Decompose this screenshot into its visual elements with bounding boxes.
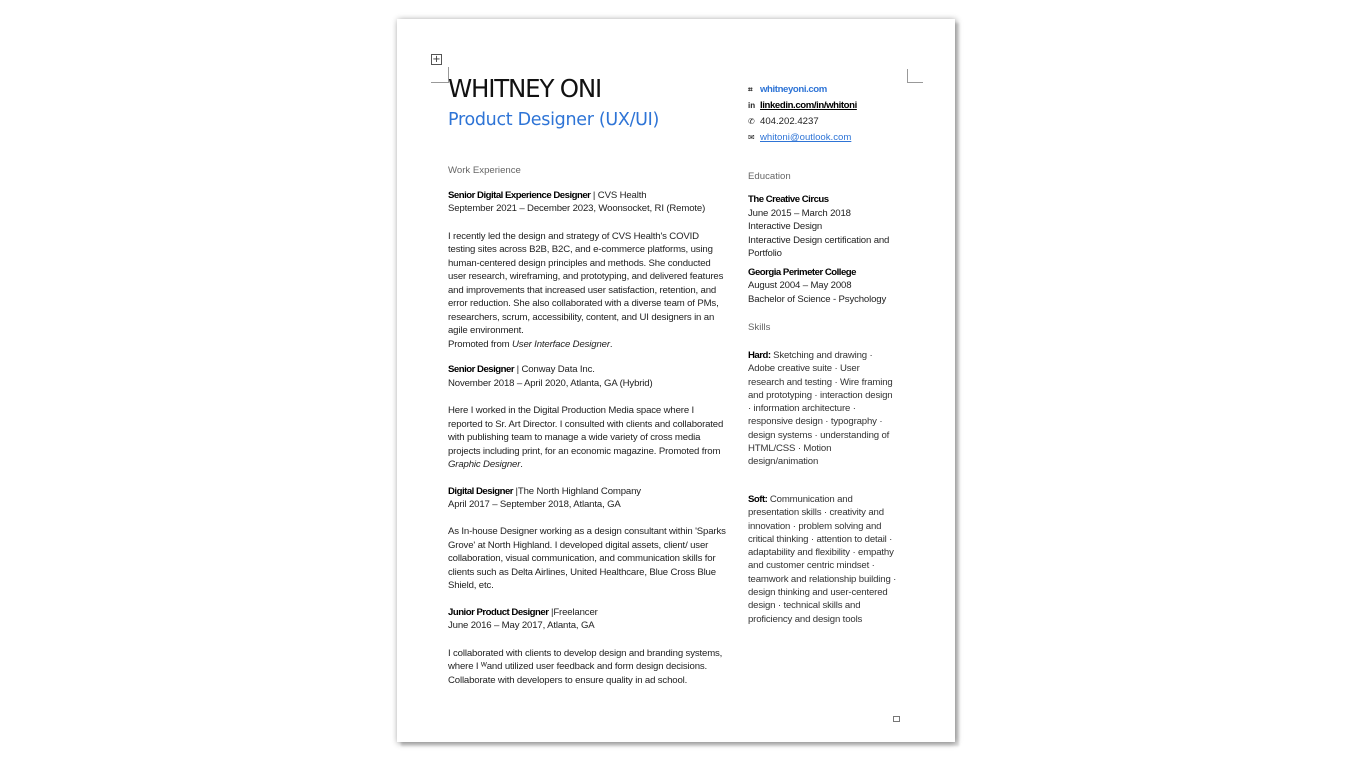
soft-skills-text: Communication and presentation skills · creativity and innovation · problem solving and critical thinking · attention to detail · adaptability and flexibility · empathy and customer centric mindset · teamwork and relationship building · design thinking and user-centered design · technical skills and proficiency and design tools: [748, 494, 897, 625]
education-entry: [748, 266, 898, 307]
job-company: Freelancer: [553, 606, 598, 618]
job-description: [448, 230, 728, 352]
job-company: Conway Data Inc.: [521, 364, 595, 376]
end-of-cell-mark: [893, 716, 900, 722]
document-page: [397, 19, 955, 742]
job-title-line: [448, 363, 728, 376]
resume-title: Product Designer (UX/UI): [448, 110, 660, 130]
job-promo-prefix: Promoted from: [448, 338, 513, 350]
school-line: Interactive Design: [748, 221, 823, 232]
job-description-text: Here I worked in the Digital Production Media space where I reported to Sr. Art Director. I consulted with clients and collaborated with publishing team to manage a wide variety of cross media projects including print, for an economic magazine. Promoted from: [448, 405, 724, 457]
soft-skills: [748, 493, 898, 626]
job-title-line: [448, 189, 728, 202]
job-description: As In-house Designer working as a design consultant within 'Sparks Grove' at North Highland. I developed digital assets, client/ user collaboration, visual communication, and communication skills for clients such as Delta Airlines, United Healthcare, Blue Cross Blue Shield, etc.: [448, 526, 726, 592]
phone-number: 404.202.4237: [760, 116, 819, 127]
phone-icon: ✆: [748, 117, 755, 126]
education-heading: Education: [748, 171, 791, 182]
job-title-line: [448, 485, 728, 498]
contact-email-row: [748, 130, 898, 146]
job-description: I collaborated with clients to develop design and branding systems, where I ᵂand utilized user feedback and form design decisions. Collaborate with developers to ensure quality in ad school.: [448, 647, 723, 686]
resume-name: WHITNEY ONI: [448, 74, 602, 103]
hard-skills-label: Hard:: [748, 350, 771, 361]
linkedin-icon: in: [748, 101, 756, 110]
job-dates: November 2018 – April 2020, Atlanta, GA (Hybrid): [448, 377, 653, 389]
job-description: [448, 404, 728, 472]
job-company: The North Highland Company: [517, 485, 641, 497]
envelope-icon: ✉: [748, 133, 755, 142]
left-column: [448, 74, 728, 687]
table-move-handle-icon[interactable]: +: [432, 54, 441, 65]
job-separator: |: [513, 485, 518, 497]
school-line: August 2004 – May 2008: [748, 280, 852, 291]
globe-icon: ⌗: [748, 85, 753, 94]
job-title: Senior Digital Experience Designer: [448, 190, 591, 201]
linkedin-link[interactable]: linkedin.com/in/whitoni: [760, 100, 857, 111]
hard-skills-text: Sketching and drawing · Adobe creative suite · User research and testing · Wire framing and prototyping · interaction design · information architecture · responsive design · typography · design systems · understanding of HTML/CSS · Motion design/animation: [748, 350, 893, 468]
soft-skills-label: Soft:: [748, 494, 768, 505]
job-title: Digital Designer: [448, 485, 514, 497]
contact-linkedin-row: [748, 98, 898, 114]
hard-skills: [748, 349, 898, 473]
job-promo-suffix: .: [609, 338, 613, 350]
contact-block: [748, 82, 898, 146]
job-entry: [448, 606, 728, 687]
job-title: Senior Designer: [448, 364, 515, 376]
job-dates: September 2021 – December 2023, Woonsocket, RI (Remote): [448, 203, 706, 215]
job-company: CVS Health: [597, 190, 647, 201]
school-name: The Creative Circus: [748, 194, 829, 205]
email-link[interactable]: whitoni@outlook.com: [760, 132, 852, 143]
job-separator: |: [514, 364, 522, 376]
education-entry: [748, 193, 898, 261]
job-entry: [448, 485, 728, 593]
job-promo-suffix: .: [520, 459, 523, 471]
job-promo-role: User Interface Designer: [512, 338, 610, 350]
job-separator: |: [548, 606, 554, 618]
school-line: June 2015 – March 2018: [748, 207, 851, 219]
job-dates: April 2017 – September 2018, Atlanta, GA: [448, 499, 621, 511]
skills-heading: Skills: [748, 322, 771, 333]
school-name: Georgia Perimeter College: [748, 266, 856, 278]
job-separator: |: [590, 190, 598, 201]
school-line: Interactive Design certification and Portfolio: [748, 234, 890, 259]
job-entry: [448, 189, 728, 351]
job-entry: [448, 363, 728, 471]
job-description-text: I recently led the design and strategy of CVS Health's COVID testing sites across B2B, B2C, and e-commerce platforms, using human-centered design principles and methods. She conducted user research, wireframing, and prototyping, and delivered features and improvements that increased user satisfaction, retention, and error reduction. She also collaborated with a diverse team of PMs, researchers, scrum, accessibility, content, and UI designers in an agile environment.: [448, 230, 724, 337]
crop-mark-top-right: [907, 69, 923, 83]
job-promo-role: Graphic Designer: [448, 459, 521, 471]
right-column: [748, 82, 898, 626]
job-title: Junior Product Designer: [448, 606, 549, 618]
website-link[interactable]: whitneyoni.com: [760, 84, 827, 95]
work-experience-heading: Work Experience: [448, 165, 521, 176]
crop-mark-top-left: [431, 67, 449, 83]
job-title-line: [448, 606, 728, 619]
contact-phone-row: [748, 114, 898, 130]
school-line: Bachelor of Science - Psychology: [748, 293, 887, 305]
job-dates: June 2016 – May 2017, Atlanta, GA: [448, 620, 595, 632]
contact-website-row: [748, 82, 898, 98]
